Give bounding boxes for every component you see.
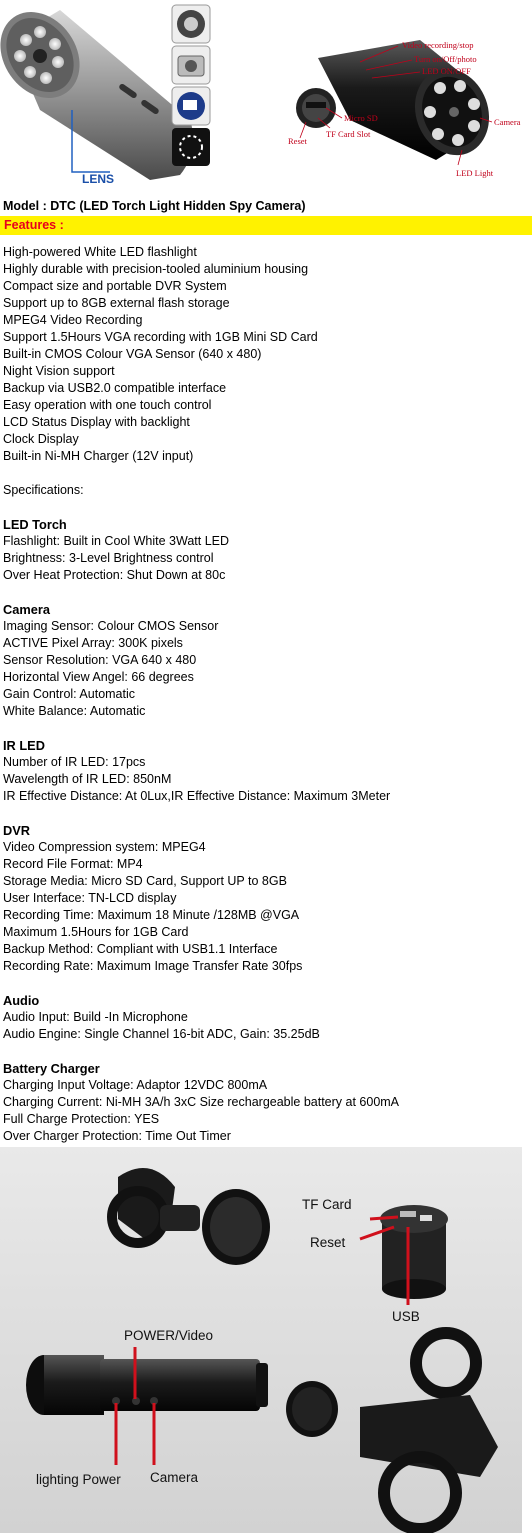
- spec-line: ACTIVE Pixel Array: 300K pixels: [3, 636, 183, 650]
- section-led-torch: [3, 516, 527, 584]
- callout-micro-sd: Micro SD: [344, 113, 378, 123]
- feature-item: MPEG4 Video Recording: [3, 313, 143, 327]
- callout-tf-slot: TF Card Slot: [326, 129, 371, 139]
- section-ir-led: [3, 737, 527, 805]
- feature-item: LCD Status Display with backlight: [3, 415, 190, 429]
- feature-item: High-powered White LED flashlight: [3, 245, 197, 259]
- spec-line: User Interface: TN-LCD display: [3, 891, 177, 905]
- specifications-label: Specifications:: [3, 483, 84, 497]
- label-tf-card: TF Card: [302, 1197, 352, 1212]
- spec-line: IR Effective Distance: At 0Lux,IR Effective Distance: Maximum 3Meter: [3, 789, 391, 803]
- callout-led-light: LED Light: [456, 168, 494, 178]
- spec-line: Wavelength of IR LED: 850nM: [3, 772, 172, 786]
- spec-line: Audio Input: Build -In Microphone: [3, 1010, 188, 1024]
- spec-line: Maximum 1.5Hours for 1GB Card: [3, 925, 189, 939]
- section-audio: [3, 992, 527, 1043]
- spec-line: Audio Engine: Single Channel 16-bit ADC, Gain: 35.25dB: [3, 1027, 320, 1041]
- section-camera: [3, 601, 527, 720]
- label-power-video: POWER/Video: [124, 1328, 214, 1343]
- feature-item: Highly durable with precision-tooled aluminium housing: [3, 262, 309, 276]
- feature-item: Built-in Ni-MH Charger (12V input): [3, 449, 194, 463]
- spec-line: Record File Format: MP4: [3, 857, 143, 871]
- spec-line: Brightness: 3-Level Brightness control: [3, 551, 214, 565]
- lens-label: LENS: [82, 172, 115, 186]
- spec-line: Flashlight: Built in Cool White 3Watt LED: [3, 534, 230, 548]
- label-usb: USB: [392, 1309, 420, 1324]
- label-lighting-power: lighting Power: [36, 1472, 121, 1487]
- label-reset: Reset: [310, 1235, 346, 1250]
- silver-torch: [0, 0, 193, 180]
- section-dvr: [3, 822, 527, 975]
- feature-item: Support 1.5Hours VGA recording with 1GB Mini SD Card: [3, 330, 318, 344]
- spec-line: Sensor Resolution: VGA 640 x 480: [3, 653, 197, 667]
- spec-line: Horizontal View Angel: 66 degrees: [3, 670, 194, 684]
- spec-line: Video Compression system: MPEG4: [3, 840, 206, 854]
- end-cap: [380, 1205, 448, 1299]
- spec-line: Over Charger Protection: Time Out Timer: [3, 1129, 231, 1143]
- spec-line: Over Heat Protection: Shut Down at 80c: [3, 568, 226, 582]
- feature-item: Backup via USB2.0 compatible interface: [3, 381, 227, 395]
- product-photo-top: [0, 0, 532, 196]
- section-title: IR LED: [3, 738, 45, 753]
- spec-line: Charging Input Voltage: Adaptor 12VDC 800mA: [3, 1078, 268, 1092]
- callout-video: Video recording/stop: [402, 40, 474, 50]
- features-highlight-bar: [0, 216, 532, 235]
- label-camera: Camera: [150, 1470, 199, 1485]
- model-title: Model : DTC (LED Torch Light Hidden Spy Camera): [3, 199, 306, 213]
- section-title: Camera: [3, 602, 50, 617]
- mode-icons: [172, 5, 210, 166]
- callout-power: Turn on/Off/photo: [414, 54, 477, 64]
- spec-line: Gain Control: Automatic: [3, 687, 136, 701]
- spec-line: Recording Time: Maximum 18 Minute /128MB @VGA: [3, 908, 300, 922]
- section-title: Audio: [3, 993, 40, 1008]
- product-photo-bottom: [0, 1147, 522, 1533]
- spec-line: Imaging Sensor: Colour CMOS Sensor: [3, 619, 219, 633]
- section-battery-charger: [3, 1060, 527, 1145]
- spec-line: Charging Current: Ni-MH 3A/h 3xC Size rechargeable battery at 600mA: [3, 1095, 400, 1109]
- spec-line: Backup Method: Compliant with USB1.1 Interface: [3, 942, 278, 956]
- features-label: Features :: [4, 218, 64, 232]
- spec-line: Full Charge Protection: YES: [3, 1112, 160, 1126]
- feature-item: Support up to 8GB external flash storage: [3, 296, 230, 310]
- section-title: DVR: [3, 823, 31, 838]
- callout-reset: Reset: [288, 136, 307, 146]
- feature-item: Compact size and portable DVR System: [3, 279, 227, 293]
- section-title: LED Torch: [3, 517, 67, 532]
- spec-line: White Balance: Automatic: [3, 704, 146, 718]
- section-title: Battery Charger: [3, 1061, 100, 1076]
- spec-line: Recording Rate: Maximum Image Transfer Rate 30fps: [3, 959, 303, 973]
- features-list: [3, 244, 527, 465]
- spec-line: Storage Media: Micro SD Card, Support UP to 8GB: [3, 874, 287, 888]
- feature-item: Built-in CMOS Colour VGA Sensor (640 x 480): [3, 347, 262, 361]
- callout-camera: Camera: [494, 117, 521, 127]
- feature-item: Night Vision support: [3, 364, 115, 378]
- feature-item: Easy operation with one touch control: [3, 398, 212, 412]
- feature-item: Clock Display: [3, 432, 79, 446]
- callout-led: LED ON/OFF: [422, 66, 471, 76]
- spec-line: Number of IR LED: 17pcs: [3, 755, 146, 769]
- spec-text: [3, 244, 527, 1145]
